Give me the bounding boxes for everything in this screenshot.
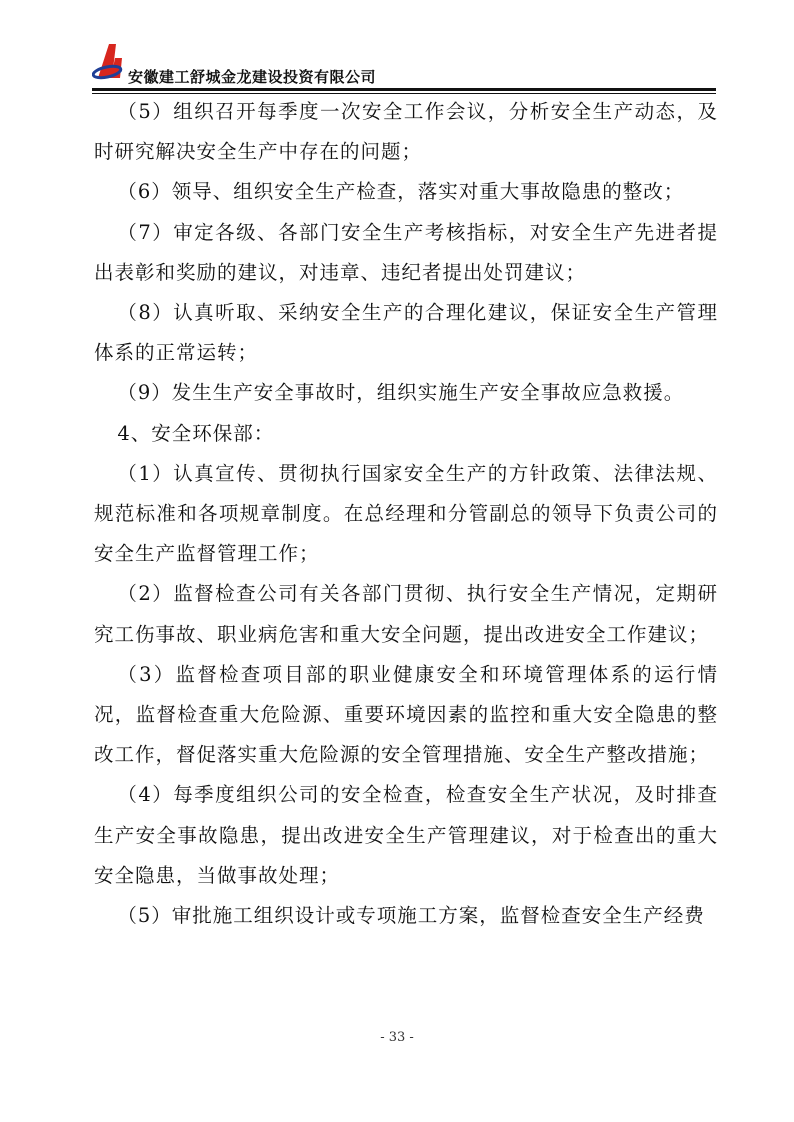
paragraph: （1）认真宣传、贯彻执行国家安全生产的方针政策、法律法规、规范标准和各项规章制度。在总经理和分管副总的领导下负责公司的安全生产监督管理工作；: [94, 461, 718, 566]
paragraph: （3）监督检查项目部的职业健康安全和环境管理体系的运行情况，监督检查重大危险源、重要环境因素的监控和重大安全隐患的整改工作，督促落实重大危险源的安全管理措施、安全生产整改措施；: [94, 662, 718, 767]
paragraph: （5）组织召开每季度一次安全工作会议，分析安全生产动态，及时研究解决安全生产中存在的问题；: [94, 100, 718, 164]
page-number: - 33 -: [380, 1030, 414, 1045]
paragraph: （5）审批施工组织设计或专项施工方案，监督检查安全生产经费: [117, 904, 705, 928]
paragraph: （8）认真听取、采纳安全生产的合理化建议，保证安全生产管理体系的正常运转；: [94, 301, 718, 365]
document-body: [94, 92, 718, 936]
paragraph: （4）每季度组织公司的安全检查，检查安全生产状况，及时排查生产安全事故隐患，提出改进安全生产管理建议，对于检查出的重大安全隐患，当做事故处理；: [94, 783, 718, 887]
section-heading: 4、安全环保部：: [117, 421, 275, 445]
page-header: [92, 38, 716, 90]
paragraph: （6）领导、组织安全生产检查，落实对重大事故隐患的整改；: [117, 180, 685, 204]
paragraph: （2）监督检查公司有关各部门贯彻、执行安全生产情况，定期研究工伤事故、职业病危害和重大安全问题，提出改进安全工作建议；: [94, 582, 718, 646]
header-rule-thick: [92, 88, 716, 91]
paragraph: （9）发生生产安全事故时，组织实施生产安全事故应急救援。: [117, 381, 685, 405]
paragraph: （7）审定各级、各部门安全生产考核指标，对安全生产先进者提出表彰和奖励的建议，对违章、违纪者提出处罚建议；: [94, 220, 718, 284]
company-name: 安徽建工舒城金龙建设投资有限公司: [128, 68, 377, 86]
